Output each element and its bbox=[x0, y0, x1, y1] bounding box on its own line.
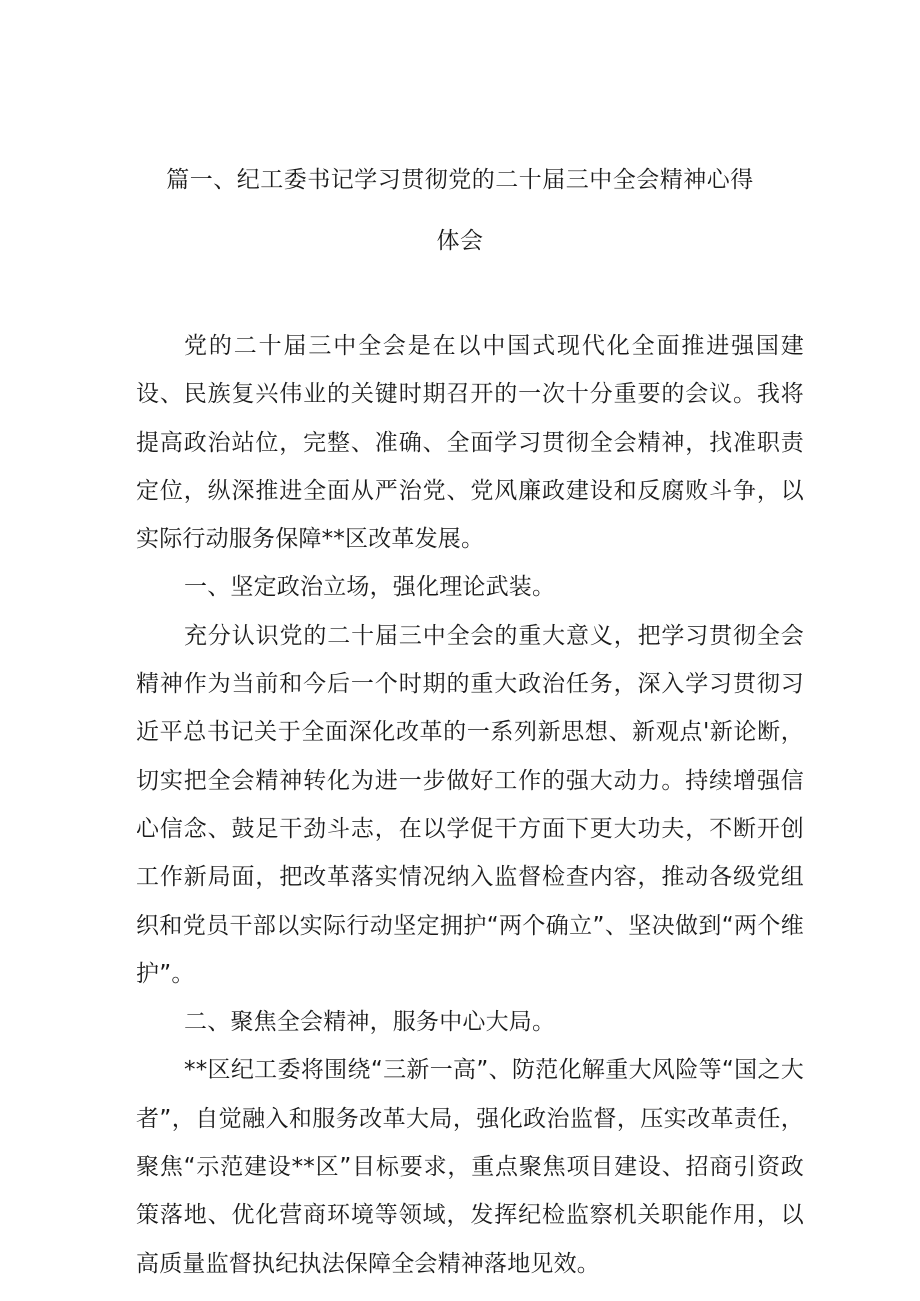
document-body bbox=[136, 322, 804, 1288]
paragraph-intro: 党的二十届三中全会是在以中国式现代化全面推进强国建设、民族复兴伟业的关键时期召开的一次十分重要的会议。我将提高政治站位，完整、准确、全面学习贯彻全会精神，找准职责定位，纵深推进全面从严治党、党风廉政建设和反腐败斗争，以实际行动服务保障**区改革发展。 bbox=[136, 333, 804, 553]
section-heading-1: 一、坚定政治立场，强化理论武装。 bbox=[184, 574, 556, 601]
paragraph-section-2: **区纪工委将围绕“三新一高”、防范化解重大风险等“国之大者”，自觉融入和服务改革大局，强化政治监督，压实改革责任，聚焦“示范建设**区”目标要求，重点聚焦项目建设、招商引资政策落地、优化营商环境等领域，发挥纪检监察机关职能作用，以高质量监督执纪执法保障全会精神落地见效。 bbox=[136, 1057, 804, 1277]
section-heading-2: 二、聚焦全会精神，服务中心大局。 bbox=[184, 1009, 556, 1036]
document-title-line-2: 体会 bbox=[436, 228, 484, 254]
document-title-line-1: 篇一、纪工委书记学习贯彻党的二十届三中全会精神心得 bbox=[166, 167, 754, 193]
paragraph-section-1: 充分认识党的二十届三中全会的重大意义，把学习贯彻全会精神作为当前和今后一个时期的重大政治任务，深入学习贯彻习近平总书记关于全面深化改革的一系列新思想、新观点'新论断，切实把全会精神转化为进一步做好工作的强大动力。持续增强信心信念、鼓足干劲斗志，在以学促干方面下更大功夫，不断开创工作新局面，把改革落实情况纳入监督检查内容，推动各级党组织和党员干部以实际行动坚定拥护“两个确立”、坚决做到“两个维护”。 bbox=[136, 622, 804, 987]
